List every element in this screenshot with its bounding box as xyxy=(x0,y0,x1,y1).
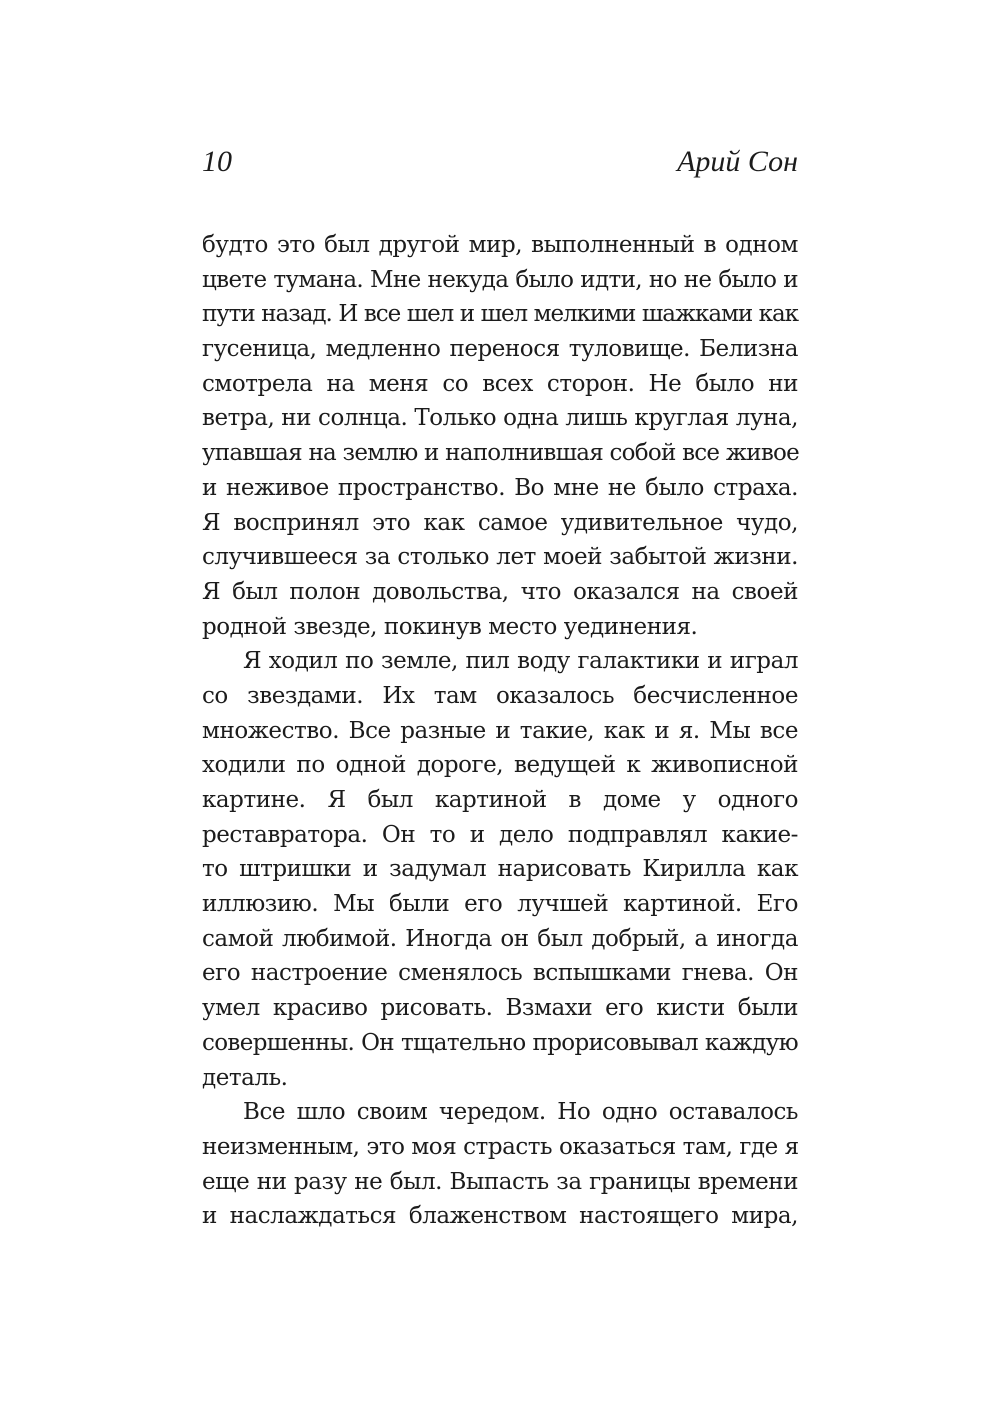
paragraph-2 xyxy=(202,644,798,1095)
text-line: иллюзию. Мы были его лучшей картиной. Его xyxy=(202,891,798,918)
text-line: упавшая на землю и наполнившая собой все живое xyxy=(202,440,799,467)
text-line: то штришки и задумал нарисовать Кирилла как xyxy=(202,856,798,883)
text-line: смотрела на меня со всех сторон. Не было ни xyxy=(202,370,798,397)
page-number: 10 xyxy=(202,145,232,178)
text-line: деталь. xyxy=(202,1064,288,1091)
text-line: и наслаждаться блаженством настоящего мира, xyxy=(202,1203,798,1230)
text-line: умел красиво рисовать. Взмахи его кисти были xyxy=(202,995,798,1022)
text-line: множество. Все разные и такие, как и я. Мы все xyxy=(202,717,798,744)
text-line: гусеница, медленно перенося туловище. Белизна xyxy=(202,336,798,363)
text-line: Я ходил по земле, пил воду галактики и играл xyxy=(243,648,798,675)
paragraph-1 xyxy=(202,228,798,644)
text-line: Все шло своим чередом. Но одно оставалось xyxy=(243,1099,798,1126)
text-line: будто это был другой мир, выполненный в одном xyxy=(202,232,798,258)
text-line: реставратора. Он то и дело подправлял какие- xyxy=(202,821,798,848)
text-line: Я был полон довольства, что оказался на своей xyxy=(202,578,798,605)
text-line: картине. Я был картиной в доме у одного xyxy=(202,787,798,813)
running-head xyxy=(202,140,798,184)
text-line: ходили по одной дороге, ведущей к живописной xyxy=(202,752,798,779)
paragraph-3 xyxy=(202,1095,798,1234)
text-line: случившееся за столько лет моей забытой жизни. xyxy=(202,544,798,571)
text-line: его настроение сменялось вспышками гнева. Он xyxy=(202,960,798,987)
author-name: Арий Сон xyxy=(677,145,798,178)
text-line: Я воспринял это как самое удивительное чудо, xyxy=(202,509,798,536)
text-line: ветра, ни солнца. Только одна лишь круглая луна, xyxy=(202,405,798,432)
text-line: со звездами. Их там оказалось бесчисленное xyxy=(202,682,798,709)
text-line: цвете тумана. Мне некуда было идти, но не было и xyxy=(202,266,798,293)
text-line: совершенны. Он тщательно прорисовывал каждую xyxy=(202,1029,798,1056)
text-line: еще ни разу не был. Выпасть за границы времени xyxy=(202,1168,798,1195)
text-line: пути назад. И все шел и шел мелкими шажками как xyxy=(202,301,798,328)
text-line: и неживое пространство. Во мне не было страха. xyxy=(202,474,798,501)
text-line: самой любимой. Иногда он был добрый, а иногда xyxy=(202,925,798,952)
page-body xyxy=(202,228,798,1234)
text-line: неизменным, это моя страсть оказаться там, где я xyxy=(202,1133,799,1160)
text-line: родной звезде, покинув место уединения. xyxy=(202,613,698,640)
